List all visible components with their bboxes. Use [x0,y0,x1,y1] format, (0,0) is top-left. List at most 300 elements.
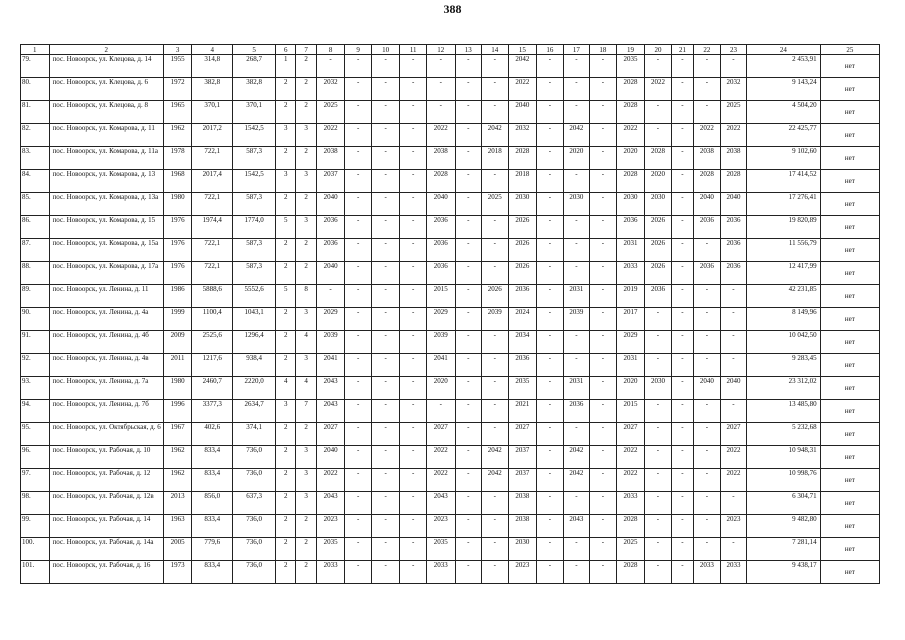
row-number-cell: 92. [21,354,50,377]
cell: - [455,262,482,285]
row-number-cell: 98. [21,492,50,515]
cell: - [537,308,564,331]
cell: 2028 [508,147,537,170]
cell: 3 [296,308,316,331]
cell: 2011 [163,354,192,377]
cell: 1972 [163,78,192,101]
cell: 2042 [482,446,509,469]
cell: 833,4 [192,515,233,538]
cell: 2005 [163,538,192,561]
cell: 1976 [163,239,192,262]
cell: - [537,55,564,78]
cell: - [371,170,400,193]
cell: - [537,147,564,170]
cell: - [400,331,427,354]
cell: 833,4 [192,561,233,584]
cell: - [590,377,617,400]
row-number-cell: 91. [21,331,50,354]
cell: - [400,561,427,584]
cell: 4 [296,331,316,354]
cell: - [316,55,345,78]
cell: 2020 [645,170,672,193]
cell: - [590,469,617,492]
cell: 2 [296,239,316,262]
cell: 2022 [694,124,721,147]
address-cell: пос. Новоорск, ул. Ленина, д. 4а [49,308,163,331]
address-cell: пос. Новоорск, ул. Комарова, д. 11а [49,147,163,170]
cell: - [537,377,564,400]
cell: - [455,101,482,124]
cell: 2036 [316,216,345,239]
cell: 2032 [508,124,537,147]
cell: - [590,515,617,538]
cell: 2040 [426,193,455,216]
cell: 1986 [163,285,192,308]
cell: - [345,400,372,423]
cell: - [590,308,617,331]
cell: 2030 [508,538,537,561]
cell: - [482,538,509,561]
cell: 1976 [163,216,192,239]
cell: 2036 [316,239,345,262]
cell: 2 [276,538,296,561]
cell: 3 [276,400,296,423]
cell: 2022 [426,469,455,492]
cell: 2040 [316,446,345,469]
row-number-cell: 89. [21,285,50,308]
cell: 2 [296,561,316,584]
address-cell: пос. Новоорск, ул. Ленина, д. 4в [49,354,163,377]
cell: 2022 [316,469,345,492]
cell: - [455,124,482,147]
cell: - [400,239,427,262]
row-number-cell: 99. [21,515,50,538]
cell: - [400,55,427,78]
cost-cell: 4 504,20 [747,101,820,124]
note-cell: нет [820,170,879,193]
cell: - [537,400,564,423]
column-number: 9 [345,45,372,55]
column-number: 12 [426,45,455,55]
cell: 2041 [316,354,345,377]
cell: 2028 [645,147,672,170]
note-cell: нет [820,124,879,147]
cell: 2043 [563,515,590,538]
cell: 2034 [508,331,537,354]
table-row [21,216,880,239]
cell: 3 [276,124,296,147]
cell: 2017,2 [192,124,233,147]
row-number-cell: 97. [21,469,50,492]
cell: - [590,423,617,446]
cell: - [482,55,509,78]
cell: 3377,3 [192,400,233,423]
table-row [21,55,880,78]
cell: - [482,515,509,538]
cell: 2036 [616,216,645,239]
cell: 5 [276,216,296,239]
cell: - [455,331,482,354]
cell: 2028 [616,515,645,538]
cell: 2036 [563,400,590,423]
cell: 8 [296,285,316,308]
cell: - [671,538,693,561]
cell: - [482,561,509,584]
address-cell: пос. Новоорск, ул. Рабочая, д. 12в [49,492,163,515]
cell: - [671,469,693,492]
note-cell: нет [820,469,879,492]
cell: - [426,78,455,101]
cell: - [590,354,617,377]
cell: - [645,400,672,423]
cell: - [590,492,617,515]
cell: - [537,492,564,515]
cell: - [590,561,617,584]
cell: - [455,446,482,469]
cell: - [694,101,721,124]
cell: - [371,354,400,377]
cell: 3 [276,170,296,193]
address-cell: пос. Новоорск, ул. Клецова, д. 6 [49,78,163,101]
cell: 2018 [508,170,537,193]
cell: - [455,377,482,400]
cell: 2025 [616,538,645,561]
cell: - [537,331,564,354]
cell: - [590,55,617,78]
note-cell: нет [820,78,879,101]
cost-cell: 10 948,31 [747,446,820,469]
cost-cell: 11 556,79 [747,239,820,262]
cell: 1980 [163,377,192,400]
row-number-cell: 90. [21,308,50,331]
cell: - [371,285,400,308]
cell: - [371,538,400,561]
cell: - [671,492,693,515]
column-number: 4 [192,45,233,55]
note-cell: нет [820,55,879,78]
cell: 1999 [163,308,192,331]
cell: 2027 [426,423,455,446]
cell: 2013 [163,492,192,515]
cell: 587,3 [233,239,276,262]
cell: - [563,239,590,262]
cell: 2036 [694,216,721,239]
cell: 2021 [508,400,537,423]
cell: 2039 [316,331,345,354]
cell: - [482,377,509,400]
cell: 2023 [316,515,345,538]
cell: 722,1 [192,239,233,262]
address-cell: пос. Новоорск, ул. Комарова, д. 11 [49,124,163,147]
cell: - [590,538,617,561]
cell: - [345,262,372,285]
cell: 5888,6 [192,285,233,308]
row-number-cell: 84. [21,170,50,193]
cell: 2460,7 [192,377,233,400]
cell: - [455,170,482,193]
cell: - [482,101,509,124]
table-row [21,124,880,147]
cell: - [345,492,372,515]
cost-cell: 23 312,02 [747,377,820,400]
cell: - [645,469,672,492]
table-row [21,492,880,515]
cell: - [671,515,693,538]
cell: 2030 [616,193,645,216]
cell: - [482,78,509,101]
cell: - [345,170,372,193]
row-number-cell: 85. [21,193,50,216]
cell: - [371,101,400,124]
cell: 2 [276,262,296,285]
cell: - [371,308,400,331]
cell: 2026 [508,239,537,262]
cell: 2026 [645,262,672,285]
cell: - [455,147,482,170]
cell: 2036 [426,239,455,262]
cell: - [537,101,564,124]
cell: 1965 [163,101,192,124]
cell: - [371,193,400,216]
cell: 2043 [316,492,345,515]
cell: 2028 [426,170,455,193]
address-cell: пос. Новоорск, ул. Комарова, д. 17а [49,262,163,285]
note-cell: нет [820,147,879,170]
cell: 2040 [316,193,345,216]
cell: - [590,331,617,354]
cell: 3 [296,446,316,469]
cell: 736,0 [233,446,276,469]
cell: - [371,446,400,469]
cell: 736,0 [233,538,276,561]
cell: - [482,400,509,423]
cell: - [400,515,427,538]
cell: 1962 [163,469,192,492]
column-number: 25 [820,45,879,55]
cell: 2043 [426,492,455,515]
cell: - [400,400,427,423]
cell: 2033 [720,561,747,584]
cell: 2042 [563,446,590,469]
cell: 2040 [694,377,721,400]
cell: 2018 [482,147,509,170]
address-cell: пос. Новоорск, ул. Комарова, д. 15 [49,216,163,239]
cell: 2022 [720,446,747,469]
cell: - [345,55,372,78]
cell: 2027 [616,423,645,446]
row-number-cell: 86. [21,216,50,239]
cell: 2042 [563,124,590,147]
cell: - [563,354,590,377]
cell: - [537,469,564,492]
page-number: 388 [443,2,462,16]
cell: - [400,170,427,193]
cell: - [371,262,400,285]
cell: - [645,354,672,377]
cell: 2028 [616,561,645,584]
cell: - [455,515,482,538]
cell: 374,1 [233,423,276,446]
cell: 2017,4 [192,170,233,193]
address-cell: пос. Новоорск, ул. Клецова, д. 8 [49,101,163,124]
table-row [21,239,880,262]
cell: 2035 [508,377,537,400]
cell: 2036 [426,262,455,285]
row-number-cell: 79. [21,55,50,78]
cell: 1217,6 [192,354,233,377]
cell: 2029 [616,331,645,354]
cell: 2 [276,492,296,515]
cell: 2037 [508,469,537,492]
cell: - [371,331,400,354]
cost-cell: 8 149,96 [747,308,820,331]
cell: 2033 [316,561,345,584]
column-number: 21 [671,45,693,55]
cell: - [455,285,482,308]
cell: - [345,78,372,101]
cell: - [694,492,721,515]
cell: 2 [276,354,296,377]
cell: - [371,78,400,101]
cell: - [590,239,617,262]
cell: - [694,331,721,354]
note-cell: нет [820,262,879,285]
cell: 2020 [426,377,455,400]
cell: - [590,78,617,101]
cell: - [455,400,482,423]
table-row [21,147,880,170]
cell: - [537,285,564,308]
cell: 2032 [316,78,345,101]
cell: - [671,193,693,216]
cell: - [590,446,617,469]
cell: 938,4 [233,354,276,377]
cell: - [645,561,672,584]
cell: 2031 [563,285,590,308]
cell: - [400,308,427,331]
cell: - [590,170,617,193]
cell: - [671,124,693,147]
cell: - [400,124,427,147]
cell: - [645,492,672,515]
cell: - [645,515,672,538]
cell: - [671,400,693,423]
column-number: 20 [645,45,672,55]
address-cell: пос. Новоорск, ул. Ленина, д. 11 [49,285,163,308]
cell: 2027 [508,423,537,446]
cell: 2 [276,193,296,216]
note-cell: нет [820,101,879,124]
cell: - [563,55,590,78]
cell: 637,3 [233,492,276,515]
cell: - [345,446,372,469]
cell: - [671,239,693,262]
cell: 2036 [645,285,672,308]
cell: - [371,55,400,78]
cell: - [455,216,482,239]
cell: - [645,101,672,124]
cell: 736,0 [233,469,276,492]
cell: 2036 [426,216,455,239]
cell: - [720,400,747,423]
cell: 1955 [163,55,192,78]
cost-cell: 10 998,76 [747,469,820,492]
cell: - [671,78,693,101]
cell: - [455,492,482,515]
cost-cell: 9 482,80 [747,515,820,538]
cell: - [345,331,372,354]
cell: 2036 [720,262,747,285]
cell: - [345,147,372,170]
cell: - [345,515,372,538]
cell: 2030 [645,377,672,400]
address-cell: пос. Новоорск, ул. Комарова, д. 15а [49,239,163,262]
cell: - [694,446,721,469]
cell: - [400,193,427,216]
cost-cell: 9 102,60 [747,147,820,170]
cell: 2024 [508,308,537,331]
cell: 7 [296,400,316,423]
cell: - [694,469,721,492]
cell: - [590,193,617,216]
cell: 1296,4 [233,331,276,354]
column-number: 19 [616,45,645,55]
cell: 2020 [616,377,645,400]
cell: - [671,285,693,308]
note-cell: нет [820,193,879,216]
cost-cell: 7 281,14 [747,538,820,561]
cell: 2036 [508,285,537,308]
cell: 1962 [163,124,192,147]
cell: - [537,216,564,239]
cell: - [720,331,747,354]
cell: - [645,55,672,78]
cell: - [720,285,747,308]
cell: - [455,423,482,446]
cell: - [537,538,564,561]
cell: 370,1 [192,101,233,124]
note-cell: нет [820,331,879,354]
cell: - [590,285,617,308]
column-number: 2 [49,45,163,55]
cell: 2 [276,147,296,170]
cell: 2035 [316,538,345,561]
cell: 2040 [694,193,721,216]
cell: - [720,538,747,561]
cell: 5 [276,285,296,308]
table-row [21,285,880,308]
cell: 779,6 [192,538,233,561]
cell: - [345,216,372,239]
table-row [21,446,880,469]
row-number-cell: 82. [21,124,50,147]
row-number-cell: 81. [21,101,50,124]
address-cell: пос. Новоорск, ул. Ленина, д. 7а [49,377,163,400]
cell: - [563,262,590,285]
cost-cell: 19 820,89 [747,216,820,239]
cell: 2037 [316,170,345,193]
cell: - [563,170,590,193]
address-cell: пос. Новоорск, ул. Клецова, д. 14 [49,55,163,78]
column-number: 1 [21,45,50,55]
cost-cell: 42 231,85 [747,285,820,308]
cell: 2035 [616,55,645,78]
cell: - [400,492,427,515]
cell: 2036 [720,239,747,262]
cell: - [694,515,721,538]
cell: 2015 [616,400,645,423]
cell: 2031 [563,377,590,400]
